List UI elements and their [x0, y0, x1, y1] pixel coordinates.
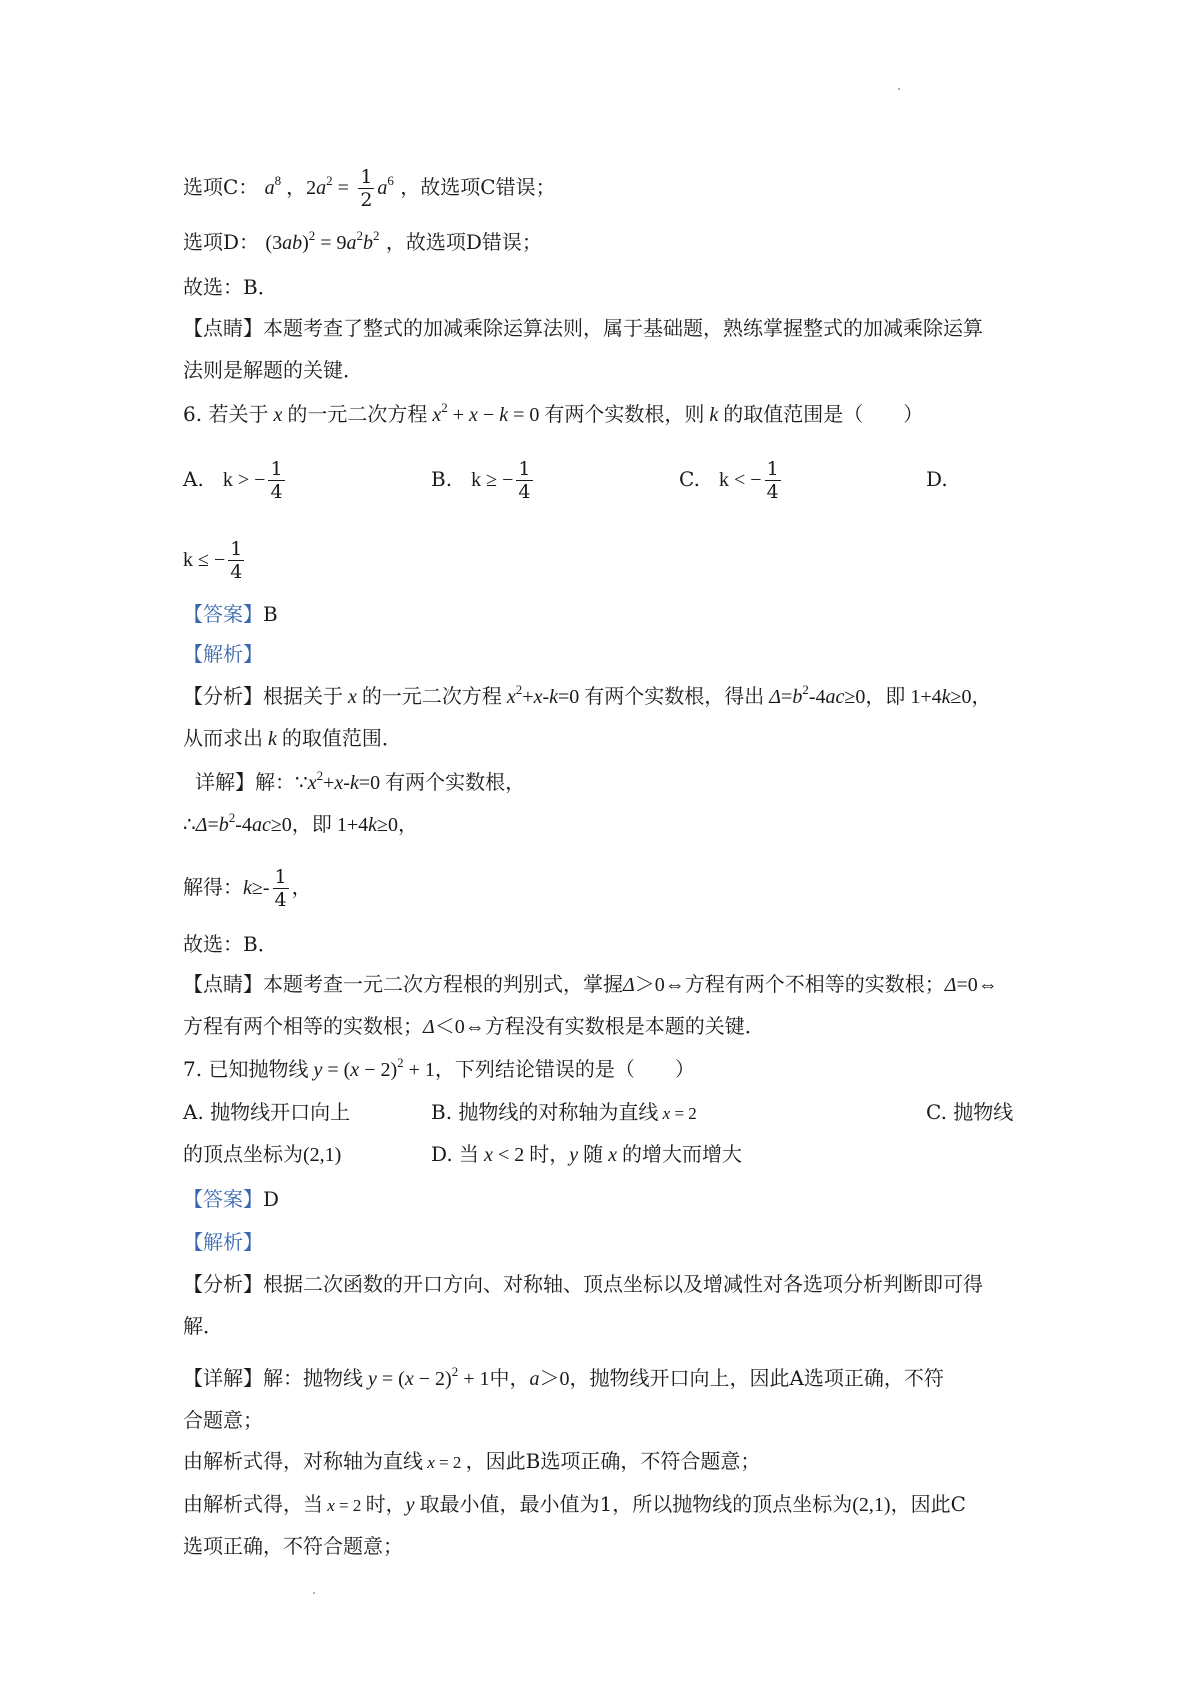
q7-option-d[interactable]: D. 当 x < 2 时，y 随 x 的增大而增大	[431, 1142, 742, 1166]
option-c-line: 选项C： $a^8$ ，$2a^2$ = $\frac{1}{2}$ $a^6$ ，故选项C错误；	[183, 166, 556, 211]
q7-option-c-cont: 的顶点坐标为(2,1)	[183, 1142, 342, 1166]
option-d-prefix: 选项D：	[183, 230, 260, 254]
q7-option-b[interactable]: B. 抛物线的对称轴为直线 x = 2	[431, 1100, 697, 1124]
q6-solve-line: 解得：k≥- $\frac{1}{4}$ ，	[183, 866, 312, 911]
q6-option-c[interactable]: C. k < − $\frac{1}{4}$	[679, 458, 779, 503]
q6-detail-line2: $\therefore\Delta=b^2-4ac\ge 0$，即 1+4k≥0，	[183, 810, 418, 836]
q6-fenxi-line2: 从而求出 k 的取值范围．	[183, 726, 402, 750]
option-d-line	[183, 228, 542, 257]
q6-option-a[interactable]: A. k > − $\frac{1}{4}$	[183, 458, 283, 503]
dianjing-5-line1: 【点睛】本题考查了整式的加减乘除运算法则，属于基础题，熟练掌握整式的加减乘除运算	[183, 316, 983, 340]
q6-choose: 故选：B．	[183, 932, 278, 956]
q6-option-d[interactable]: k ≤ − $\frac{1}{4}$	[183, 538, 243, 583]
q6-fenxi-line1: 【分析】根据关于 x 的一元二次方程 $x^2+x-k=0$ 有两个实数根，得出 $\Delta=b^2-4ac\ge 0$，即 1+4k≥0，	[183, 682, 992, 708]
dianjing-tag: 【点睛】	[183, 316, 263, 340]
q7-option-c[interactable]: C. 抛物线	[926, 1100, 1014, 1124]
q7-stem: 7. 已知抛物线 $y = (x - 2)^2 + 1$，下列结论错误的是（ ）	[183, 1055, 695, 1081]
q6-dianjing-line2: 方程有两个相等的实数根；Δ＜0⇔方程没有实数根是本题的关键．	[183, 1014, 765, 1038]
q7-detail-line1: 【详解】解：抛物线 $y = (x - 2)^2 + 1$中，a＞0，抛物线开口向上，因此A选项正确，不符	[183, 1364, 944, 1390]
q7-detail-line2: 合题意；	[183, 1408, 263, 1432]
q6-detail-line1: 详解】解：$\because x^2+x-k=0$ 有两个实数根，	[195, 768, 526, 794]
choose-b-line: 故选：B．	[183, 275, 278, 299]
q6-dianjing-line1: 【点睛】本题考查一元二次方程根的判别式，掌握Δ＞0⇔方程有两个不相等的实数根；Δ=0⇔	[183, 972, 998, 996]
q6-analysis-tag: 【解析】	[183, 642, 263, 666]
q7-fenxi-line2: 解．	[183, 1314, 223, 1338]
option-c-math: $a^8$ ，$2a^2$ =	[264, 173, 349, 199]
q7-line-c1: 由解析式得，当 x = 2 时，y 取最小值，最小值为1，所以抛物线的顶点坐标为(2,1)，因此C	[183, 1492, 966, 1516]
scan-dot-bottom	[313, 1592, 315, 1594]
q7-analysis-tag: 【解析】	[183, 1230, 263, 1254]
q6-option-d-letter[interactable]: D.	[926, 467, 948, 491]
q7-option-a[interactable]: A. 抛物线开口向上	[183, 1100, 351, 1124]
half-fraction: $\frac{1}{2}$	[360, 166, 373, 211]
q7-answer: 【答案】D	[183, 1187, 280, 1211]
dianjing-5-line2: 法则是解题的关键．	[183, 358, 363, 382]
option-c-prefix: 选项C：	[183, 175, 259, 199]
option-d-suffix: ，故选项D错误；	[385, 230, 542, 254]
q6-option-b[interactable]: B. k ≥ − $\frac{1}{4}$	[431, 458, 531, 503]
q7-fenxi-line1: 【分析】根据二次函数的开口方向、对称轴、顶点坐标以及增减性对各选项分析判断即可得	[183, 1272, 983, 1296]
option-d-math: $(3ab)^2 = 9a^2b^2$	[265, 228, 380, 254]
q7-line-c2: 选项正确，不符合题意；	[183, 1534, 403, 1558]
option-c-suffix: ，故选项C错误；	[400, 175, 556, 199]
scan-dot	[898, 88, 900, 90]
q7-line-b: 由解析式得，对称轴为直线 x = 2 ，因此B选项正确，不符合题意；	[183, 1449, 761, 1473]
q6-answer: 【答案】B	[183, 602, 278, 626]
q6-stem: 6. 若关于 x 的一元二次方程 $x^2 + x - k = 0$ 有两个实数根，则 k 的取值范围是（ ）	[183, 400, 924, 426]
